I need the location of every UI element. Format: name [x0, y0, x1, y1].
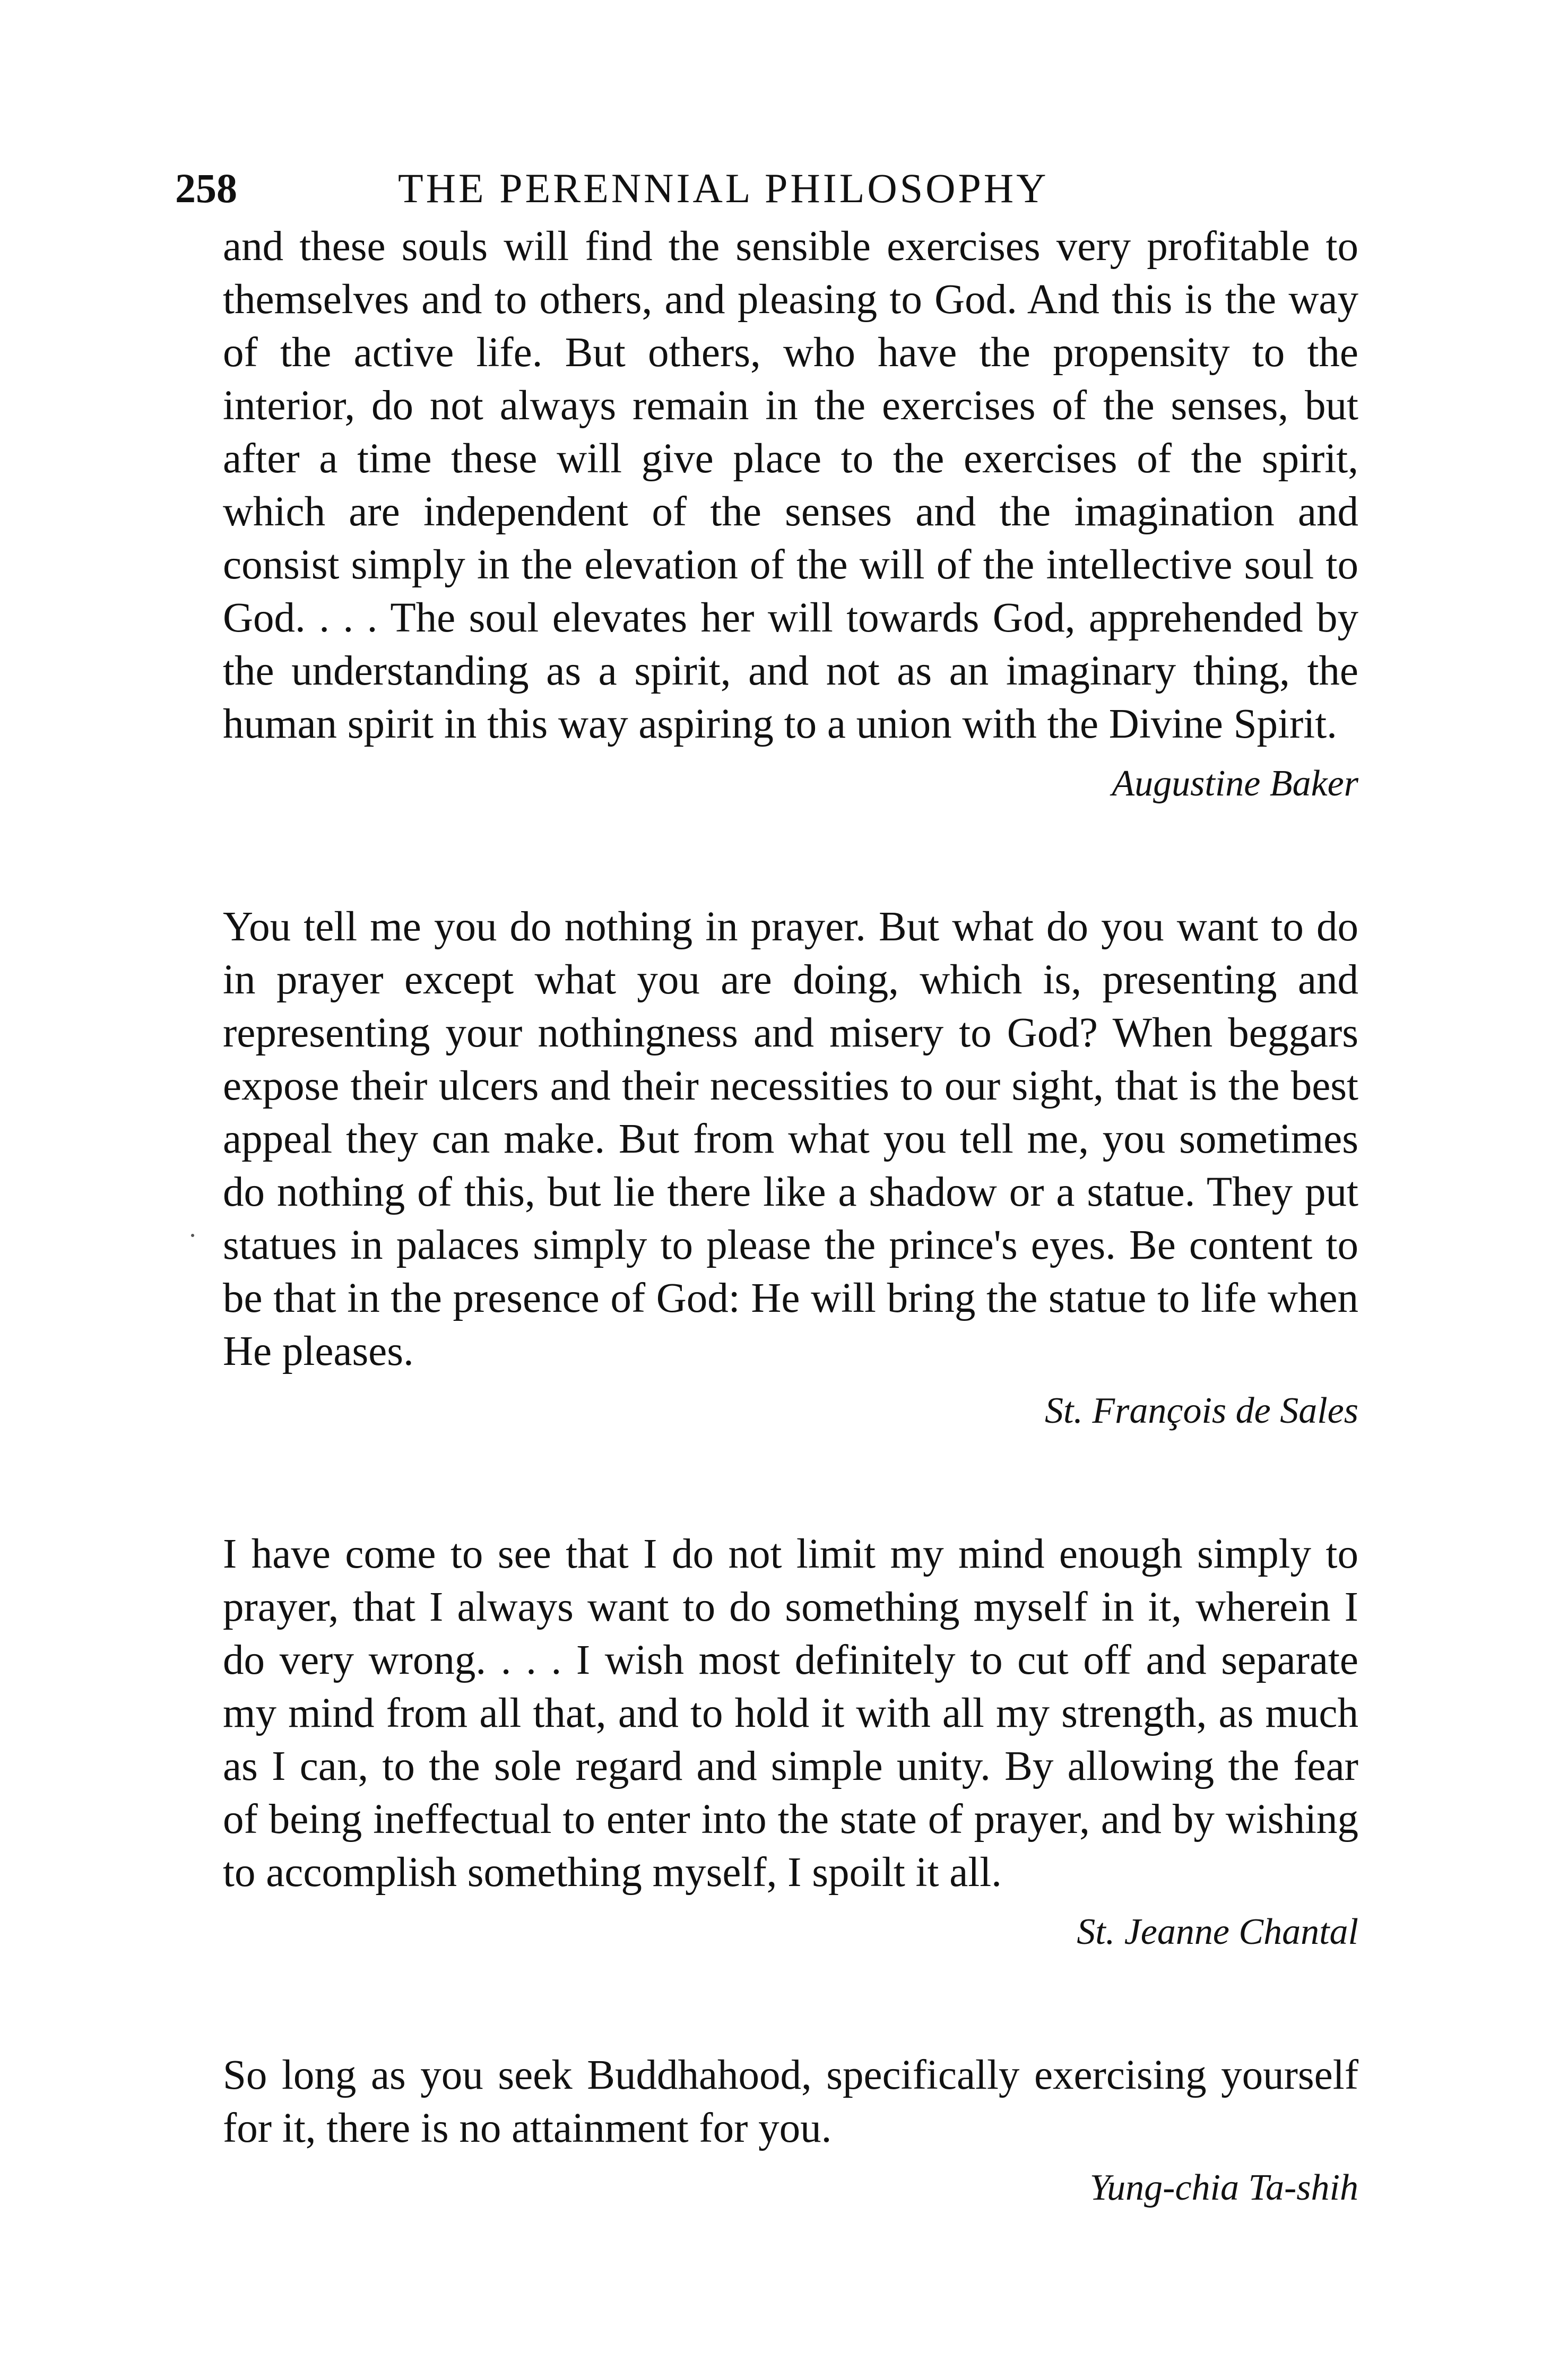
quotation-text: So long as you seek Buddhahood, specifically exercising yourself for it, there is no attainment for you. — [223, 2052, 1358, 2151]
quotation-text: I have come to see that I do not limit my mind enough simply to prayer, that I always want to do something myself in it, wherein I do very wrong. . . . I wish most definitely to cut off and separate my mind from all that, and to hold it with all my strength, as much as I can, to the sole regard and simple unity. By allowing the fear of being ineffectual to enter into the state of prayer, and by wishing to accomplish something myself, I spoilt it all. — [223, 1531, 1358, 1896]
quotation-block — [223, 1528, 1358, 1959]
page-header — [175, 159, 1369, 218]
quotation-text: You tell me you do nothing in prayer. But what do you want to do in prayer except what you are doing, which is, presenting and representing your nothingness and misery to God? When beggars expose their ulcers and their necessities to our sight, that is the best appeal they can make. But from what you tell me, you sometimes do nothing of this, but lie there like a shadow or a statue. They put statues in palaces simply to please the prince's eyes. Be content to be that in the presence of God: He will bring the statue to life when He pleases. — [223, 904, 1358, 1374]
stray-mark — [191, 1234, 194, 1237]
body-text — [223, 220, 1358, 2215]
running-title: THE PERENNIAL PHILOSOPHY — [398, 165, 1049, 211]
quotation-attribution: St. Jeanne Chantal — [1077, 1911, 1358, 1952]
quotation-attribution: St. François de Sales — [1044, 1390, 1358, 1431]
page-number: 258 — [175, 165, 237, 211]
quotation-text: and these souls will find the sensible exercises very profitable to themselves and to others, and pleasing to God. And this is the way of the active life. But others, who have the propensity to the interior, do not always remain in the exercises of the senses, but after a time these will give place to the exercises of the spirit, which are independent of the senses and the imagination and consist simply in the elevation of the will of the intellective soul to God. . . . The soul elevates her will towards God, apprehended by the understanding as a spirit, and not as an imaginary thing, the human spirit in this way aspiring to a union with the Divine Spirit. — [223, 223, 1358, 747]
quotation-attribution: Yung-chia Ta-shih — [1089, 2167, 1358, 2208]
quotation-block — [223, 901, 1358, 1438]
quotation-block — [223, 220, 1358, 810]
quotation-attribution: Augustine Baker — [1112, 763, 1358, 804]
quotation-block — [223, 2049, 1358, 2215]
